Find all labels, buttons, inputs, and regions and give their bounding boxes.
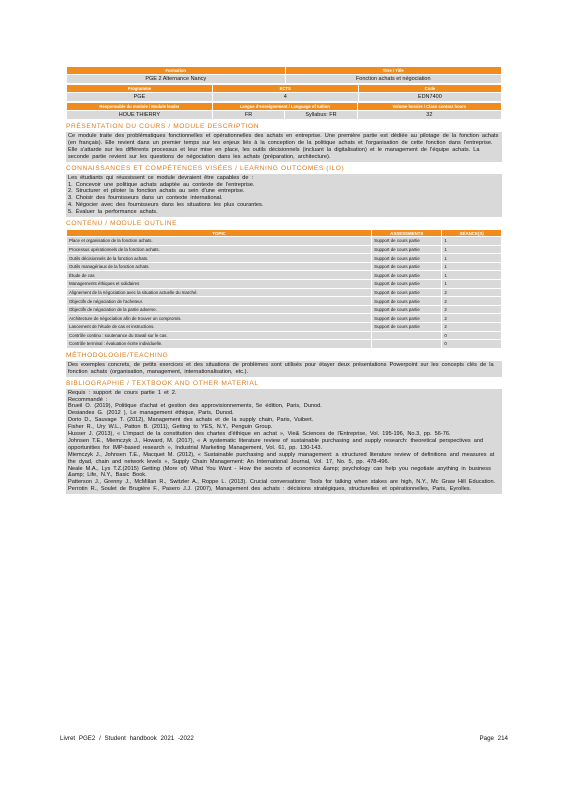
module-leader-value: HOUE THIERRY (67, 111, 213, 120)
table-row (67, 314, 502, 323)
session-cell: 1 (442, 262, 502, 271)
code-header: Code (358, 85, 501, 93)
topic-cell: Contrôle terminal : évaluation écrite individuelle. (67, 340, 372, 349)
formation-header: Formation (67, 67, 286, 75)
session-cell: 1 (442, 254, 502, 263)
bibliography-line: Miemczyk J., Johnsen T.E., Macquet M. (2012), « Sustainable purchasing and supply management: a structured literature review of definitions and measures at the dyad, chain and network levels », Supply Chain Management: An International Journal, Vol. 17, No. 5, pp. 478-496. (68, 451, 495, 465)
learning-outcome-item: 2. Structurer et piloter la fonction achats au sein d'une entreprise. (68, 188, 245, 195)
learning-outcome-item: 1. Concevoir une politique achats adaptée au contexte de l'entreprise. (68, 181, 255, 188)
bibliography-line: Dorio D., Sauvage T. (2012), Management des achats et de la supply chain, Paris, Vuibert. (68, 417, 314, 424)
hours-value: 32 (357, 111, 501, 120)
assessment-cell: Support de cours partie (372, 271, 442, 280)
session-cell: 2 (442, 297, 502, 306)
table-row (67, 323, 502, 332)
course-info-table (66, 66, 502, 84)
learning-outcomes-title: CONNAISSANCES ET COMPÉTENCES VISÉES / LEARNING OUTCOMES (ILO) (66, 164, 345, 172)
learning-outcomes-intro: Les étudiants qui réussissent ce module devraient être capables de : (68, 174, 254, 181)
hours-header: Volume horaire / Class contact hours (357, 103, 501, 111)
assessment-cell: Support de cours partie (372, 323, 442, 332)
programme-header: Programme (67, 85, 213, 93)
table-row (67, 305, 502, 314)
assessment-cell: Support de cours partie (372, 288, 442, 297)
topic-cell: Place et organisation de la fonction achats. (67, 237, 372, 246)
table-row (67, 288, 502, 297)
bibliography-line: Brueil O. (2019), Politique d'achat et gestion des approvisionnements, 5e édition, Paris, Dunod. (68, 403, 322, 410)
course-info-table-2 (66, 84, 502, 102)
topic-cell: Lancement de l'étude de cas et instructions. (67, 323, 372, 332)
topic-cell: Objectifs de négociation de la partie adverse. (67, 305, 372, 314)
learning-outcome-item: 4. Négocier avec des fournisseurs dans les situations les plus courantes. (68, 202, 264, 209)
topic-cell: Processus opérationnels de la fonction achats. (67, 245, 372, 254)
table-row (67, 245, 502, 254)
course-info-table-3 (66, 102, 502, 120)
topic-cell: Objectifs de négociation de l'acheteur. (67, 297, 372, 306)
assessment-cell: Support de cours partie (372, 262, 442, 271)
syllabus-language-value: Syllabus: FR (285, 111, 357, 120)
table-row (67, 254, 502, 263)
learning-outcome-item: 5. Évaluer la performance achats. (68, 209, 158, 216)
formation-value: PGE 2 Alternance Nancy (67, 75, 286, 84)
assessment-cell: Support de cours partie (372, 254, 442, 263)
topic-cell: Outils décisionnels de la fonction achats. (67, 254, 372, 263)
bibliography-line: Johnsen T.E., Miemczyk J., Howard, M. (2017), « A systematic literature review of sustainable purchasing and supply research: theoretical perspectives and opportunities for IMP-based research », Industrial Marketing Management, Vol. 61, pp. 130-143. (68, 437, 484, 451)
session-cell: 1 (442, 245, 502, 254)
language-value: FR (212, 111, 284, 120)
bibliography-line: Husser J. (2013), « L'impact de la constitution des chartes d'éthique en achat », Vie& Sciences de l'Entreprise, Vol. 195-196, No.3, pp. 56-76. (68, 431, 451, 438)
footer-handbook-label: Livret PGE2 / Student handbook 2021 -2022 (60, 735, 194, 742)
assessment-cell: Support de cours partie (372, 245, 442, 254)
ects-header: ECTS (212, 85, 358, 93)
assessment-cell: Support de cours partie (372, 314, 442, 323)
session-cell: 2 (442, 305, 502, 314)
assessment-cell: Support de cours partie (372, 297, 442, 306)
session-cell: 0 (442, 340, 502, 349)
title-header: Titre / Title (285, 67, 502, 75)
session-cell: 1 (442, 271, 502, 280)
topic-cell: Architecture de négociation afin de trouver un compromis. (67, 314, 372, 323)
assessment-cell: Support de cours partie (372, 237, 442, 246)
table-row (67, 340, 502, 349)
presentation-title: PRÉSENTATION DU COURS / MODULE DESCRIPTION (66, 123, 260, 130)
topic-header: TOPIC (67, 230, 372, 237)
session-cell: 0 (442, 331, 502, 340)
bibliography-line: Fisher R., Ury W.L., Patton B. (2011), Getting to YES, N.Y., Penguin Group. (68, 424, 273, 431)
page-content (66, 66, 502, 494)
bibliography-line: Patterson J., Grenny J., McMillan R., Switzler A., Roppe L. (2013). Crucial conversations: Tools for talking when stakes are high, N.Y., Mc Graw Hill Education. (68, 479, 496, 486)
topic-cell: Contrôle continu : soutenance du travail sur le cas. (67, 331, 372, 340)
topic-cell: Managements éthiques et solidaires (67, 280, 372, 289)
outline-title: CONTENU / MODULE OUTLINE (66, 220, 178, 228)
table-row (67, 331, 502, 340)
topic-cell: Étude de cas (67, 271, 372, 280)
bibliography-title: BIBLIOGRAPHIE / TEXTBOOK AND OTHER MATERIAL (66, 379, 259, 387)
language-header: Langue d'enseignement / Language of tuition (212, 103, 357, 111)
assessment-cell (372, 340, 442, 349)
table-row (67, 297, 502, 306)
bibliography-line: Desiandes G. (2012 ), Le management éthique, Paris, Dunod. (68, 410, 234, 417)
table-row (67, 262, 502, 271)
table-row (67, 280, 502, 289)
session-cell: 1 (442, 280, 502, 289)
session-cell: 2 (442, 323, 502, 332)
sessions-header: SÉANCE(S) (442, 230, 502, 237)
bibliography-line: Perrotin R., Soulet de Brugière F., Pasero J.J. (2007), Management des achats : décisions stratégiques, structurelles et opérationnelles, Paris, Eyrolles. (68, 486, 472, 493)
page-footer (60, 735, 508, 742)
outline-table (66, 229, 502, 349)
topic-cell: Outils managériaux de la fonction achats. (67, 262, 372, 271)
assessment-cell: Support de cours partie (372, 305, 442, 314)
assessment-cell (372, 331, 442, 340)
programme-value: PGE (67, 93, 213, 102)
learning-outcome-item: 3. Choisir des fournisseurs dans un contexte international. (68, 195, 223, 202)
methodology-title: MÉTHODOLOGIE/TEACHING (66, 351, 169, 359)
assessments-header: ASSESSMENTS (372, 230, 442, 237)
bibliography-line: Requis : support de cours partie 1 et 2. (68, 389, 177, 396)
title-value: Fonction achats et négociation (285, 75, 502, 84)
module-leader-header: Responsable du module / Module leader (67, 103, 213, 111)
session-cell: 2 (442, 288, 502, 297)
code-value: EDN7400 (358, 93, 501, 102)
topic-cell: Alignement de la négociation avec la situation actuelle du marché. (67, 288, 372, 297)
page-number: Page 214 (479, 735, 508, 742)
methodology-text: Des exemples concrets, de petits exercices et des situations de problèmes sont utilisés pour étayer deux présentations Powerpoint sur les concepts clés de la fonction achats (organisation, management, internationalisation, etc.). (66, 361, 502, 377)
learning-outcomes-box (66, 174, 502, 217)
presentation-text: Ce module traite des problématiques fonctionnelles et opérationnelles des achats en entreprise. Une première partie est dédiée au pilotage de la fonction achats (en français). Elle revient dans un premier temps sur les enjeux liés à la conception de la politique achats et l'organisation de cette fonction dans l'entreprise. Elle s'attarde sur les différents processus et leur mise en place, les outils décisionnels (incluant la digitalisation) et le management de l'équipe achats. La seconde partie revient sur les questions de négociation dans les achats (préparation, architecture). (66, 132, 502, 162)
session-cell: 2 (442, 314, 502, 323)
bibliography-line: Recommandé : (68, 396, 108, 403)
ects-value: 4 (212, 93, 358, 102)
table-row (67, 237, 502, 246)
table-row (67, 271, 502, 280)
bibliography-box (66, 389, 502, 495)
session-cell: 1 (442, 237, 502, 246)
bibliography-line: Neale M.A., Lys T.Z.(2015) Getting (More of) What You Want - How the secrets of economics &amp; psychology can help you negotiate anything in business &amp; Life, N.Y., Basic Book. (68, 465, 491, 479)
assessment-cell: Support de cours partie (372, 280, 442, 289)
